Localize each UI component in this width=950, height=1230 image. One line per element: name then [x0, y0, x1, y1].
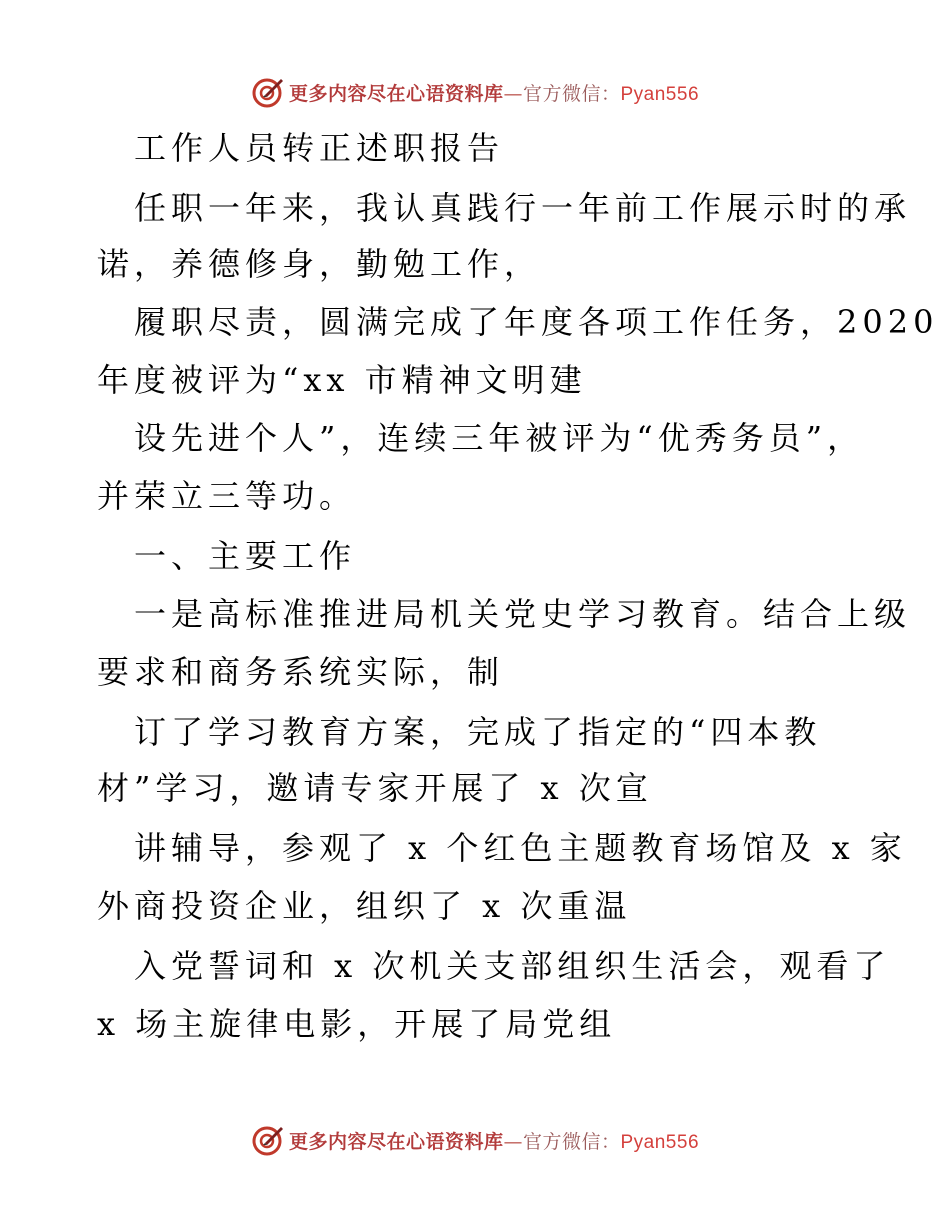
paragraph-line: 年度被评为“xx 市精神文明建: [97, 361, 587, 399]
brand-logo-icon: [251, 1123, 285, 1157]
paragraph-line: 设先进个人”，连续三年被评为“优秀务员”，: [134, 419, 865, 457]
paragraph-line: 外商投资企业，组织了 x 次重温: [97, 887, 632, 925]
watermark-brand: 更多内容尽在心语资料库: [288, 82, 504, 105]
watermark-wechat-label: 官方微信：: [522, 82, 621, 105]
footer-watermark: [0, 1118, 950, 1162]
paragraph-line: x 场主旋律电影，开展了局党组: [97, 1005, 617, 1043]
watermark-separator: —: [503, 82, 523, 105]
watermark-separator: —: [503, 1130, 523, 1153]
watermark-brand: 更多内容尽在心语资料库: [288, 1130, 504, 1153]
paragraph-line: 要求和商务系统实际，制: [97, 653, 505, 691]
paragraph-line: 入党誓词和 x 次机关支部组织生活会，观看了: [134, 947, 891, 985]
paragraph-line: 诺，养德修身，勤勉工作，: [97, 245, 542, 283]
paragraph-line: 一是高标准推进局机关党史学习教育。结合上级: [134, 595, 912, 633]
document-title: 工作人员转正述职报告: [134, 129, 505, 167]
watermark-account: Pyan556: [620, 83, 700, 105]
paragraph-line: 任职一年来，我认真践行一年前工作展示时的承: [134, 189, 912, 227]
paragraph-line: 订了学习教育方案，完成了指定的“四本教: [134, 713, 822, 751]
section-heading: 一、主要工作: [134, 537, 357, 575]
paragraph-line: 讲辅导，参观了 x 个红色主题教育场馆及 x 家: [134, 829, 907, 867]
watermark-wechat-label: 官方微信：: [522, 1130, 621, 1153]
paragraph-line: 履职尽责，圆满完成了年度各项工作任务，2020: [134, 303, 939, 341]
watermark-account: Pyan556: [620, 1131, 700, 1153]
paragraph-line: 材”学习，邀请专家开展了 x 次宣: [97, 769, 653, 807]
paragraph-line: 并荣立三等功。: [97, 477, 357, 515]
